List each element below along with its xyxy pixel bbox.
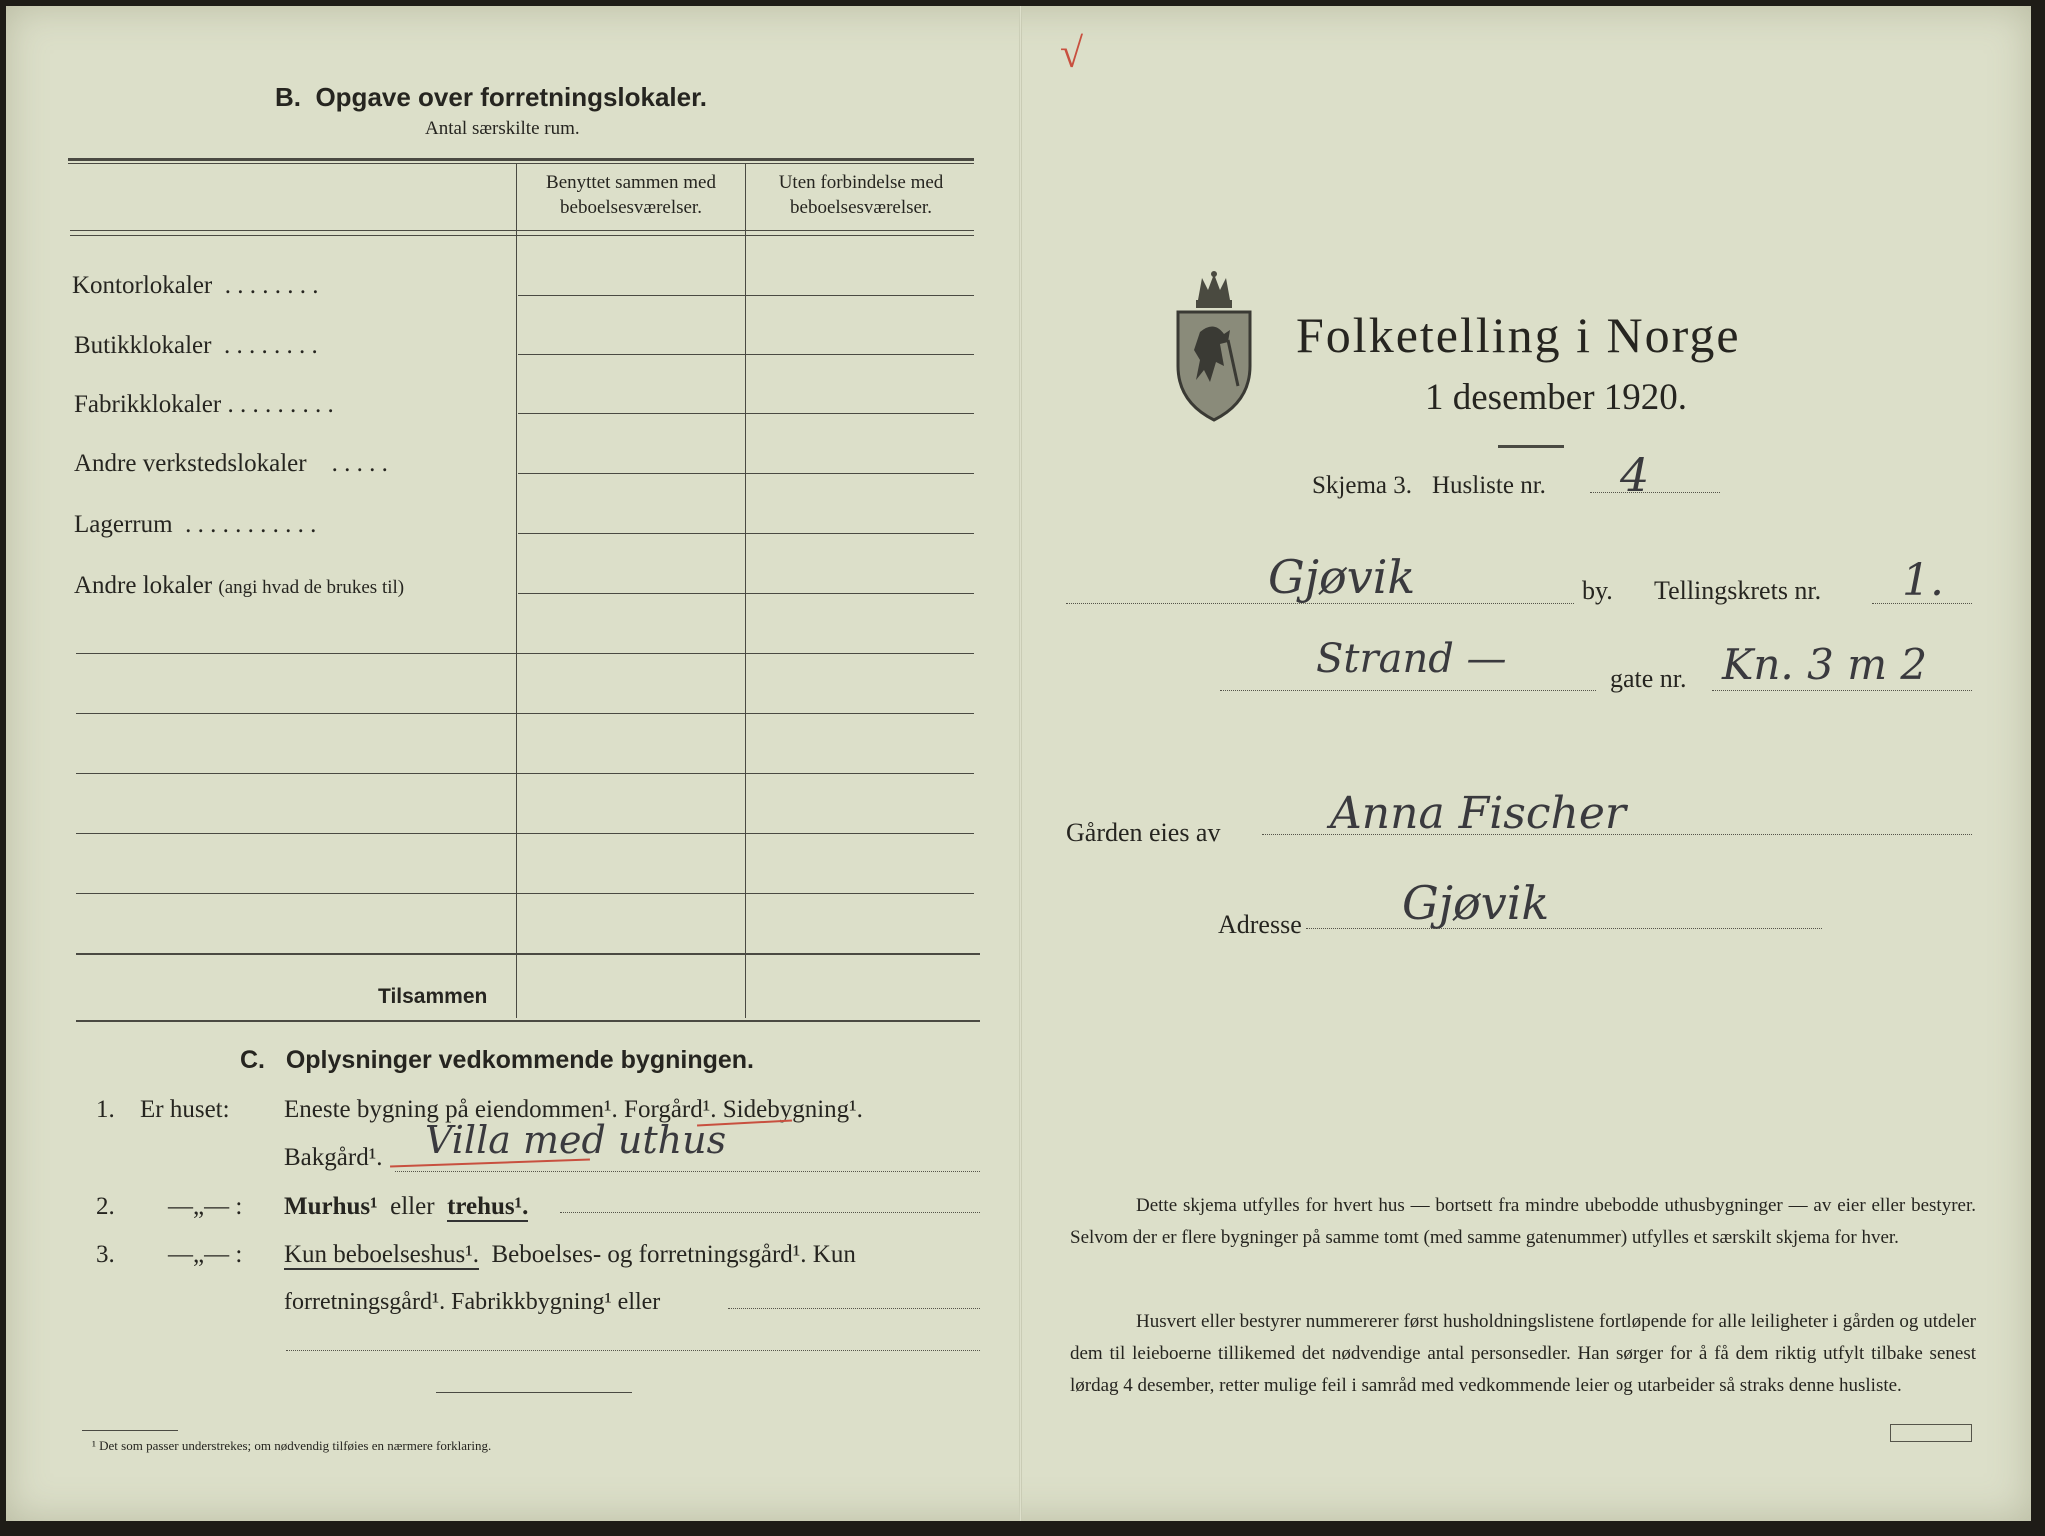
table-top-rule bbox=[68, 158, 974, 161]
table-col-divider-2 bbox=[745, 163, 746, 1018]
q1-answer-line bbox=[395, 1171, 980, 1172]
total-bottom-rule bbox=[76, 1020, 980, 1022]
section-b-subtitle: Antal særskilte rum. bbox=[425, 118, 580, 139]
husliste-line bbox=[1590, 492, 1720, 493]
row-rule bbox=[76, 713, 974, 714]
census-title: Folketelling i Norge bbox=[1296, 307, 1741, 363]
gate-label: gate nr. bbox=[1610, 664, 1687, 693]
q2-line bbox=[560, 1212, 980, 1213]
row-rule bbox=[518, 354, 974, 355]
census-date: 1 desember 1920. bbox=[1425, 377, 1688, 418]
column-header-separate: Uten forbindelse med beboelsesværelser. bbox=[778, 172, 944, 218]
row-rule bbox=[518, 533, 974, 534]
address-label: Adresse bbox=[1218, 910, 1302, 939]
row-rule bbox=[76, 833, 974, 834]
table-header-rule bbox=[70, 230, 974, 231]
krets-value: 1. bbox=[1902, 555, 1944, 606]
footnote: ¹ Det som passer understrekes; om nødvendig tilføies en nærmere forklaring. bbox=[92, 1438, 492, 1453]
q3-label: —„— : bbox=[168, 1241, 243, 1268]
total-label: Tilsammen bbox=[378, 985, 488, 1008]
row-label-kontor: Kontorlokaler . . . . . . . . bbox=[72, 272, 319, 299]
title-rule bbox=[1498, 445, 1564, 448]
q1-label: Er huset: bbox=[140, 1096, 230, 1123]
q3-line bbox=[728, 1308, 980, 1309]
row-label-fabrikk: Fabrikklokaler . . . . . . . . . bbox=[74, 391, 334, 418]
row-label-andre: Andre lokaler (angi hvad de brukes til) bbox=[74, 572, 405, 599]
checkmark: √ bbox=[1060, 31, 1084, 77]
total-top-rule bbox=[76, 953, 980, 955]
row-label-lager: Lagerrum . . . . . . . . . . . bbox=[74, 511, 317, 538]
gate-line bbox=[1712, 690, 1972, 691]
q1-handwritten-answer: Villa med uthus bbox=[425, 1118, 727, 1162]
krets-label: Tellingskrets nr. bbox=[1654, 576, 1822, 605]
street-value: Strand — bbox=[1316, 636, 1507, 682]
schema-label: Skjema 3. bbox=[1312, 472, 1412, 499]
gate-value: Kn. 3 m 2 bbox=[1722, 640, 1928, 689]
street-line bbox=[1220, 690, 1596, 691]
row-label-verksted: Andre verkstedslokaler . . . . . bbox=[74, 450, 388, 477]
section-c-end-rule bbox=[436, 1392, 632, 1393]
husliste-value: 4 bbox=[1620, 448, 1650, 502]
row-rule bbox=[518, 413, 974, 414]
row-rule bbox=[76, 773, 974, 774]
column-header-shared: Benyttet sammen med beboelsesværelser. bbox=[546, 172, 716, 218]
row-rule bbox=[518, 295, 974, 296]
table-col-divider-1 bbox=[516, 163, 517, 1018]
q3-line-2 bbox=[286, 1350, 980, 1351]
address-value: Gjøvik bbox=[1402, 876, 1550, 930]
row-rule bbox=[76, 653, 974, 654]
q2-options: Murhus¹ eller trehus¹. bbox=[284, 1193, 529, 1220]
owner-line bbox=[1262, 834, 1972, 835]
q1-options: Eneste bygning på eiendommen¹. Forgård¹. Sidebygning¹. bbox=[284, 1096, 863, 1123]
krets-line bbox=[1872, 603, 1972, 604]
row-rule bbox=[76, 893, 974, 894]
trehus-underlined: trehus¹. bbox=[447, 1193, 529, 1220]
q2-label: —„— : bbox=[168, 1193, 243, 1220]
husliste-label: Husliste nr. bbox=[1432, 472, 1546, 499]
q3-number: 3. bbox=[96, 1241, 115, 1268]
q1-options-line2: Bakgård¹. bbox=[284, 1144, 383, 1171]
instructions-paragraph-2: Husvert eller bestyrer nummererer først husholdningslistene fortløpende for alle leiligheter i gården og utdeler dem til leieboerne tillikemed det nødvendige antal personsedler. Han sørger for å få dem riktig utfylt tilbake senest lørdag 4 desember, retter mulige feil i samråd med vedkommende leier og utarbeider så straks denne husliste. bbox=[1070, 1311, 1976, 1396]
owner-label: Gården eies av bbox=[1066, 818, 1221, 847]
row-label-butikk: Butikklokaler . . . . . . . . bbox=[74, 332, 318, 359]
printer-stamp bbox=[1890, 1424, 1972, 1442]
table-header-rule-2 bbox=[70, 235, 974, 236]
page-fold bbox=[1019, 6, 1022, 1521]
q3-options-line2: forretningsgård¹. Fabrikkbygning¹ eller bbox=[284, 1289, 661, 1315]
q1-number: 1. bbox=[96, 1096, 115, 1123]
section-c-title: C. Oplysninger vedkommende bygningen. bbox=[240, 1046, 754, 1074]
footnote-rule bbox=[82, 1430, 178, 1431]
kun-beboelseshus-underlined: Kun beboelseshus¹. bbox=[284, 1241, 479, 1268]
row-rule bbox=[518, 593, 974, 594]
city-line bbox=[1066, 603, 1574, 604]
q3-options: Kun beboelseshus¹. Beboelses- og forretningsgård¹. Kun bbox=[284, 1241, 856, 1268]
instructions-paragraph-1: Dette skjema utfylles for hvert hus — bortsett fra mindre ubebodde uthusbygninger — av eier eller bestyrer. Selvom der er flere bygninger på samme tomt (med samme gatenummer) utfylles et særskilt skjema for hver. bbox=[1070, 1195, 1976, 1248]
table-top-rule-2 bbox=[68, 163, 974, 164]
row-rule bbox=[518, 473, 974, 474]
norwegian-lion-coat-of-arms-icon bbox=[1172, 270, 1256, 422]
q2-number: 2. bbox=[96, 1193, 115, 1220]
section-b-title: B. Opgave over forretningslokaler. bbox=[275, 82, 708, 112]
city-value: Gjøvik bbox=[1268, 550, 1416, 604]
by-label: by. bbox=[1582, 576, 1613, 605]
address-line bbox=[1306, 928, 1822, 929]
owner-value: Anna Fischer bbox=[1330, 788, 1626, 839]
